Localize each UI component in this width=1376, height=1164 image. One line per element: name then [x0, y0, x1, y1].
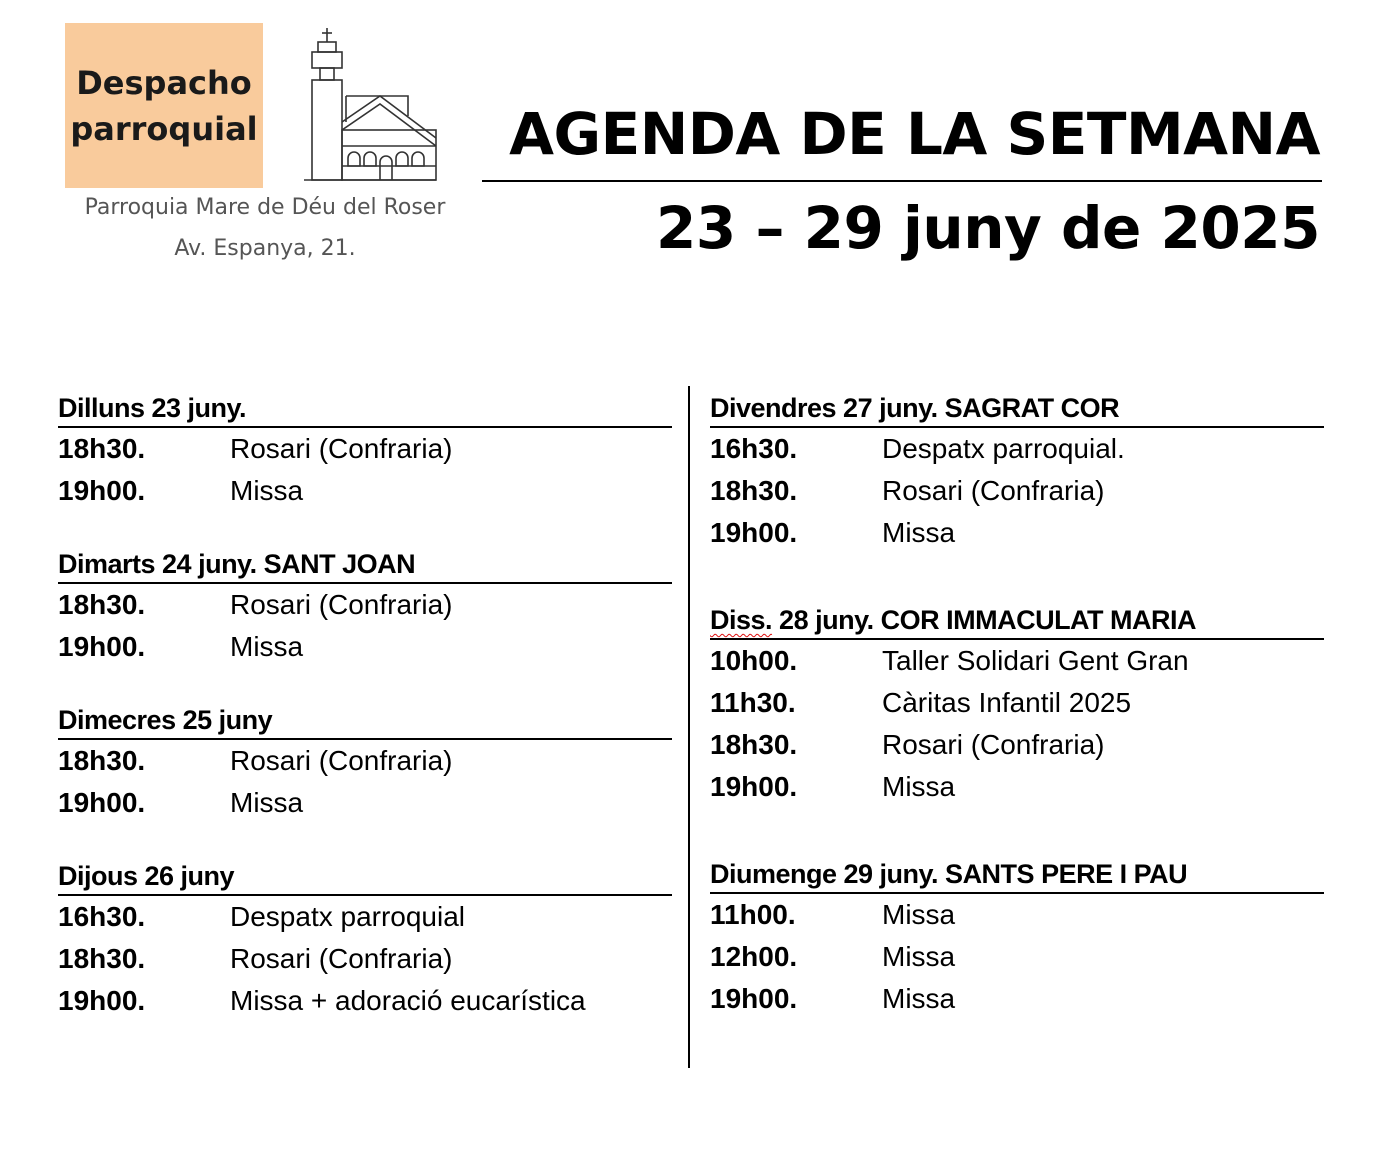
event-row: [710, 724, 1324, 766]
event-text: Missa: [882, 771, 956, 802]
event-row: [710, 470, 1324, 512]
page-title: AGENDA DE LA SETMANA: [509, 100, 1320, 168]
church-icon: [300, 26, 440, 182]
event-time: 19h00.: [710, 771, 798, 802]
event-time: 11h00.: [710, 899, 796, 930]
event-text: Despatx parroquial: [230, 901, 466, 932]
event-text: Rosari (Confraria): [230, 745, 453, 776]
event-text: Rosari (Confraria): [230, 433, 453, 464]
event-text: Missa: [882, 983, 956, 1014]
title-divider: [482, 180, 1322, 182]
event-time: 18h30.: [58, 433, 146, 464]
event-row: [710, 978, 1324, 1020]
day-heading: Dimecres 25 juny: [58, 696, 672, 740]
day-heading: Dilluns 23 juny.: [58, 384, 672, 428]
day-heading: [710, 596, 1324, 640]
right-column: [710, 384, 1324, 1020]
left-column: [58, 384, 672, 1022]
event-text: Rosari (Confraria): [882, 475, 1105, 506]
event-row: [710, 936, 1324, 978]
event-time: 19h00.: [710, 983, 798, 1014]
event-row: [58, 896, 672, 938]
event-text: Missa + adoració eucarística: [230, 985, 586, 1016]
event-row: [58, 626, 672, 668]
logo-line-2: parroquial: [70, 109, 258, 148]
event-time: 10h00.: [710, 645, 798, 676]
day-block-wednesday: [58, 696, 672, 824]
event-time: 18h30.: [58, 745, 146, 776]
event-time: 19h00.: [58, 475, 146, 506]
event-time: 11h30.: [710, 687, 796, 718]
day-heading: Divendres 27 juny. SAGRAT COR: [710, 384, 1324, 428]
column-divider: [688, 386, 690, 1068]
day-heading-rest: 28 juny. COR IMMACULAT MARIA: [772, 605, 1197, 635]
event-row: [710, 512, 1324, 554]
event-text: Missa: [882, 899, 956, 930]
event-time: 19h00.: [58, 631, 146, 662]
event-time: 18h30.: [58, 589, 146, 620]
date-range: 23 – 29 juny de 2025: [656, 194, 1320, 262]
event-row: [710, 766, 1324, 808]
event-time: 18h30.: [710, 475, 798, 506]
event-text: Rosari (Confraria): [230, 943, 453, 974]
day-block-thursday: [58, 852, 672, 1022]
event-row: [58, 782, 672, 824]
event-time: 18h30.: [58, 943, 146, 974]
event-time: 19h00.: [58, 985, 146, 1016]
event-text: Despatx parroquial.: [882, 433, 1125, 464]
logo-line-1: Despacho: [76, 63, 252, 102]
day-heading: Diumenge 29 juny. SANTS PERE I PAU: [710, 850, 1324, 894]
event-row: [58, 584, 672, 626]
day-block-friday: [710, 384, 1324, 554]
event-row: [58, 740, 672, 782]
event-text: Rosari (Confraria): [230, 589, 453, 620]
event-row: [710, 682, 1324, 724]
event-time: 19h00.: [710, 517, 798, 548]
event-row: [710, 428, 1324, 470]
spellcheck-word: Diss.: [710, 605, 773, 635]
day-block-tuesday: [58, 540, 672, 668]
event-text: Missa: [230, 475, 304, 506]
event-text: Càritas Infantil 2025: [882, 687, 1132, 718]
event-row: [58, 938, 672, 980]
event-text: Missa: [230, 631, 304, 662]
event-row: [58, 428, 672, 470]
event-row: [58, 470, 672, 512]
event-time: 16h30.: [58, 901, 146, 932]
event-row: [58, 980, 672, 1022]
day-heading: Dimarts 24 juny. SANT JOAN: [58, 540, 672, 584]
event-text: Rosari (Confraria): [882, 729, 1105, 760]
parish-address: Av. Espanya, 21.: [174, 236, 356, 261]
event-time: 12h00.: [710, 941, 798, 972]
parish-name: Parroquia Mare de Déu del Roser: [84, 195, 446, 220]
event-row: [710, 894, 1324, 936]
day-block-sunday: [710, 850, 1324, 1020]
event-row: [710, 640, 1324, 682]
day-block-monday: [58, 384, 672, 512]
day-heading: Dijous 26 juny: [58, 852, 672, 896]
event-text: Missa: [882, 941, 956, 972]
day-block-saturday: [710, 596, 1324, 808]
event-time: 18h30.: [710, 729, 798, 760]
event-text: Missa: [882, 517, 956, 548]
event-time: 16h30.: [710, 433, 798, 464]
event-time: 19h00.: [58, 787, 146, 818]
logo-box: [65, 23, 263, 188]
event-text: Missa: [230, 787, 304, 818]
event-text: Taller Solidari Gent Gran: [882, 645, 1189, 676]
